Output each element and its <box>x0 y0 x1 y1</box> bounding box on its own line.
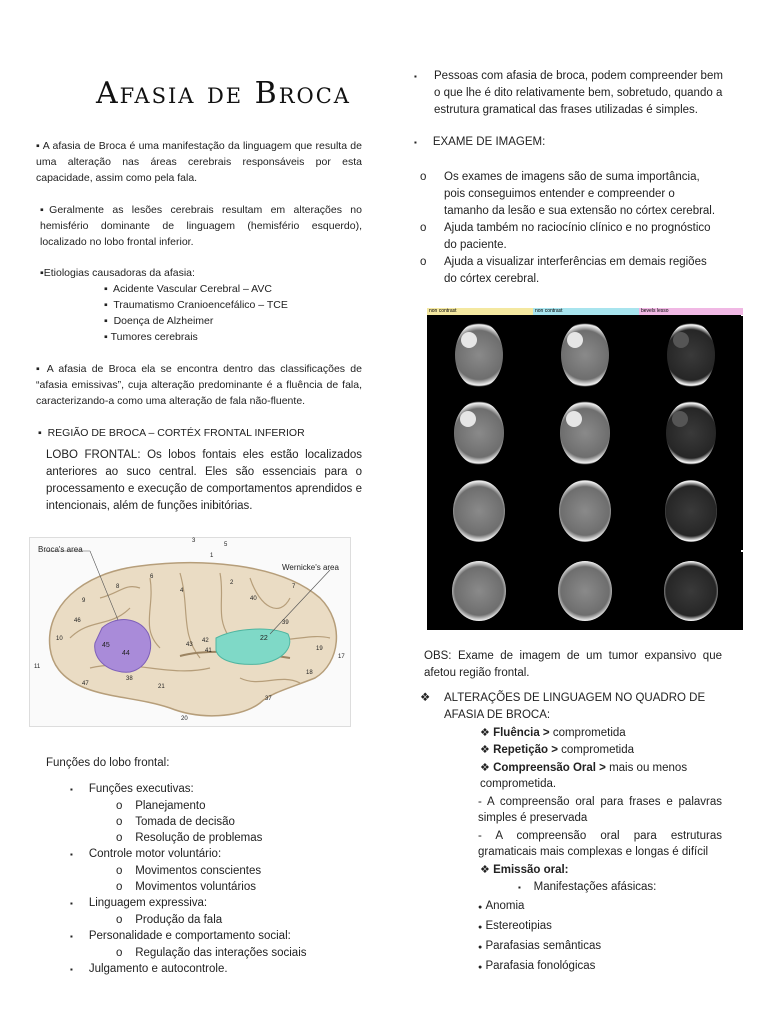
ct-head <box>454 401 504 465</box>
functions-list <box>70 781 360 978</box>
imaging-list <box>420 169 722 288</box>
bullet-square: ▪ <box>40 267 44 279</box>
function-item: ▪ Funções executivas: <box>70 783 194 795</box>
ct-slice <box>533 394 637 472</box>
ct-slice <box>533 472 637 550</box>
ct-slice <box>639 316 743 394</box>
wernicke-area-label: Wernicke's area <box>282 563 339 572</box>
ct-slice <box>639 472 743 550</box>
area-number: 39 <box>282 620 289 626</box>
manifestation-item: ● Estereotipias <box>478 920 552 932</box>
area-number: 4 <box>180 588 184 594</box>
function-subitem: o Planejamento <box>116 800 206 812</box>
area-number: 1 <box>210 553 214 559</box>
comprehension-text: Pessoas com afasia de broca, podem compreender bem o que lhe é dito relativamente bem, sobretudo, quando a estrutura gramatical das frases utilizadas é simples. <box>434 70 723 116</box>
ct-slice <box>427 552 531 630</box>
etiology-item: ▪ Doença de Alzheimer <box>104 315 214 327</box>
area-number: 20 <box>181 716 188 722</box>
functions-heading: Funções do lobo frontal: <box>46 757 170 769</box>
area-number: 19 <box>316 646 323 652</box>
etiology-item: ▪ Acidente Vascular Cerebral – AVC <box>104 283 272 295</box>
aphasic-manifestations-list <box>478 897 601 977</box>
ct-head <box>667 322 715 388</box>
ct-head <box>561 322 609 388</box>
function-item: ▪ Linguagem expressiva: <box>70 897 208 909</box>
area-number: 2 <box>230 580 234 586</box>
ct-lesion <box>460 411 476 427</box>
ct-lesion <box>567 332 583 348</box>
area-number: 10 <box>56 636 63 642</box>
ct-header: bevels lesso <box>639 308 743 315</box>
area-number: 42 <box>202 638 209 644</box>
ct-slice <box>639 552 743 630</box>
imaging-item: o Os exames de imagens são de suma importância, pois conseguimos entender e compreender o tamanho da lesão e sua extensão no córtex cerebral. <box>420 171 716 217</box>
ct-header: non contrast <box>427 308 533 315</box>
area-number: 3 <box>192 538 196 544</box>
aphasic-manifestations-heading: ▪ Manifestações afásicas: <box>518 881 657 893</box>
function-subitem: o Regulação das interações sociais <box>116 947 307 959</box>
classification-text: A afasia de Broca ela se encontra dentro das classificações de “afasia emissivas”, cuja alteração predominante é a fluência de fala, caracterizando-a como uma alteração de fala não-fluente. <box>36 363 362 407</box>
fluency-item: ❖ Fluência > comprometida <box>480 727 626 739</box>
ct-head <box>665 480 717 542</box>
area-number: 9 <box>82 598 86 604</box>
imaging-heading-text: EXAME DE IMAGEM: <box>432 136 546 148</box>
area-number: 22 <box>260 635 268 642</box>
lesion-text: Geralmente as lesões cerebrais resultam em alterações no hemisfério dominante de linguagem (hemisfério esquerdo), localizado no lobo frontal inferior. <box>40 204 362 248</box>
ct-lesion <box>566 411 582 427</box>
oral-emission-item: ❖ Emissão oral: <box>480 864 569 876</box>
broca-region-heading: ▪ REGIÃO DE BROCA – CORTÉX FRONTAL INFERIOR <box>38 427 305 439</box>
intro-text: A afasia de Broca é uma manifestação da linguagem que resulta de uma alteração nas áreas cerebrais responsáveis por esta capacidade, assim como pela fala. <box>36 140 362 184</box>
function-subitem: o Produção da fala <box>116 914 223 926</box>
ct-slice <box>533 316 637 394</box>
ct-slice <box>427 394 531 472</box>
lesion-paragraph <box>40 202 362 250</box>
etiology-item: ▪ Tumores cerebrais <box>104 331 198 343</box>
area-number: 38 <box>126 676 133 682</box>
area-number: 5 <box>224 542 228 548</box>
function-item: ▪ Controle motor voluntário: <box>70 848 222 860</box>
function-subitem: o Movimentos conscientes <box>116 865 262 877</box>
area-number: 21 <box>158 684 165 690</box>
brain-diagram <box>29 537 351 727</box>
ct-slice <box>639 394 743 472</box>
area-number: 43 <box>186 642 193 648</box>
function-subitem: o Tomada de decisão <box>116 816 235 828</box>
comprehension-paragraph: ▪ Pessoas com afasia de broca, podem compreender bem o que lhe é dito relativamente bem, sobretudo, quando a estrutura gramatical das frases utilizadas é simples. <box>414 68 724 119</box>
ct-head <box>452 561 506 621</box>
language-changes-text: ALTERAÇÕES DE LINGUAGEM NO QUADRO DE AFASIA DE BROCA: <box>444 692 706 721</box>
repetition-item: ❖ Repetição > comprometida <box>480 744 635 756</box>
ct-head <box>455 322 503 388</box>
ct-lesion <box>673 332 689 348</box>
etiology-item: ▪ Traumatismo Cranioencefálico – TCE <box>104 299 288 311</box>
ct-head <box>664 561 718 621</box>
bullet-square: ▪ <box>40 204 50 216</box>
obs-note: OBS: Exame de imagem de um tumor expansivo que afetou região frontal. <box>424 650 722 679</box>
etiology-list <box>104 281 364 345</box>
ct-slice <box>533 552 637 630</box>
area-number: 6 <box>150 574 154 580</box>
area-number: 47 <box>82 681 89 687</box>
area-number: 44 <box>122 650 130 657</box>
area-number: 8 <box>116 584 120 590</box>
area-number: 41 <box>205 648 212 654</box>
area-number: 46 <box>74 618 81 624</box>
classification-paragraph <box>36 361 362 409</box>
comprehension-simple: - A compreensão oral para frases e palavras simples é preservada <box>478 796 722 824</box>
area-number: 37 <box>265 696 272 702</box>
bullet-square: ▪ <box>36 363 43 375</box>
imaging-item: o Ajuda também no raciocínio clínico e no prognóstico do paciente. <box>420 222 711 251</box>
broca-region-text: REGIÃO DE BROCA – CORTÉX FRONTAL INFERIOR <box>47 427 305 439</box>
imaging-heading: ▪ EXAME DE IMAGEM: <box>414 136 546 148</box>
ct-head <box>559 480 611 542</box>
function-item: ▪ Personalidade e comportamento social: <box>70 930 291 942</box>
ct-head <box>453 480 505 542</box>
area-number: 40 <box>250 596 257 602</box>
language-changes-heading: ❖ ALTERAÇÕES DE LINGUAGEM NO QUADRO DE AFASIA DE BROCA: <box>420 690 722 724</box>
frontal-lobe-paragraph: LOBO FRONTAL: Os lobos fontais eles estão localizados anteriores ao suco central. Eles são essenciais para o processamento e execução de comportamentos aprendidos e intencionais, além de funções inibitórias. <box>46 449 362 512</box>
ct-head <box>560 401 610 465</box>
function-item: ▪ Julgamento e autocontrole. <box>70 963 228 975</box>
comprehension-complex: - A compreensão oral para estruturas gramaticais mais complexas e longas é difícil <box>478 830 722 858</box>
etiology-label-text: Etiologias causadoras da afasia: <box>43 267 195 279</box>
intro-paragraph <box>36 138 362 186</box>
area-number: 17 <box>338 654 345 660</box>
page-title: Afasia de Broca <box>96 76 351 111</box>
ct-slice <box>427 316 531 394</box>
area-number: 11 <box>34 664 41 670</box>
function-subitem: o Resolução de problemas <box>116 832 263 844</box>
manifestation-item: ● Parafasias semânticas <box>478 940 602 952</box>
function-subitem: o Movimentos voluntários <box>116 881 256 893</box>
ct-head <box>558 561 612 621</box>
area-number: 45 <box>102 642 110 649</box>
ct-lesion <box>461 332 477 348</box>
ct-lesion <box>672 411 688 427</box>
imaging-item: o Ajuda a visualizar interferências em demais regiões do córtex cerebral. <box>420 256 707 285</box>
bullet-square: ▪ <box>36 140 41 152</box>
manifestation-item: ● Parafasia fonológicas <box>478 960 596 972</box>
etiology-label <box>40 265 362 281</box>
ct-header: non contrast <box>533 308 639 315</box>
ct-slice <box>427 472 531 550</box>
broca-area-label: Broca's area <box>38 545 83 554</box>
ct-head <box>666 401 716 465</box>
area-number: 7 <box>292 584 296 590</box>
oral-comprehension-item: ❖ Compreensão Oral > mais ou menos comprometida. <box>480 762 688 790</box>
ct-scan-grid <box>427 308 741 630</box>
manifestation-item: ● Anomia <box>478 900 525 912</box>
area-number: 18 <box>306 670 313 676</box>
